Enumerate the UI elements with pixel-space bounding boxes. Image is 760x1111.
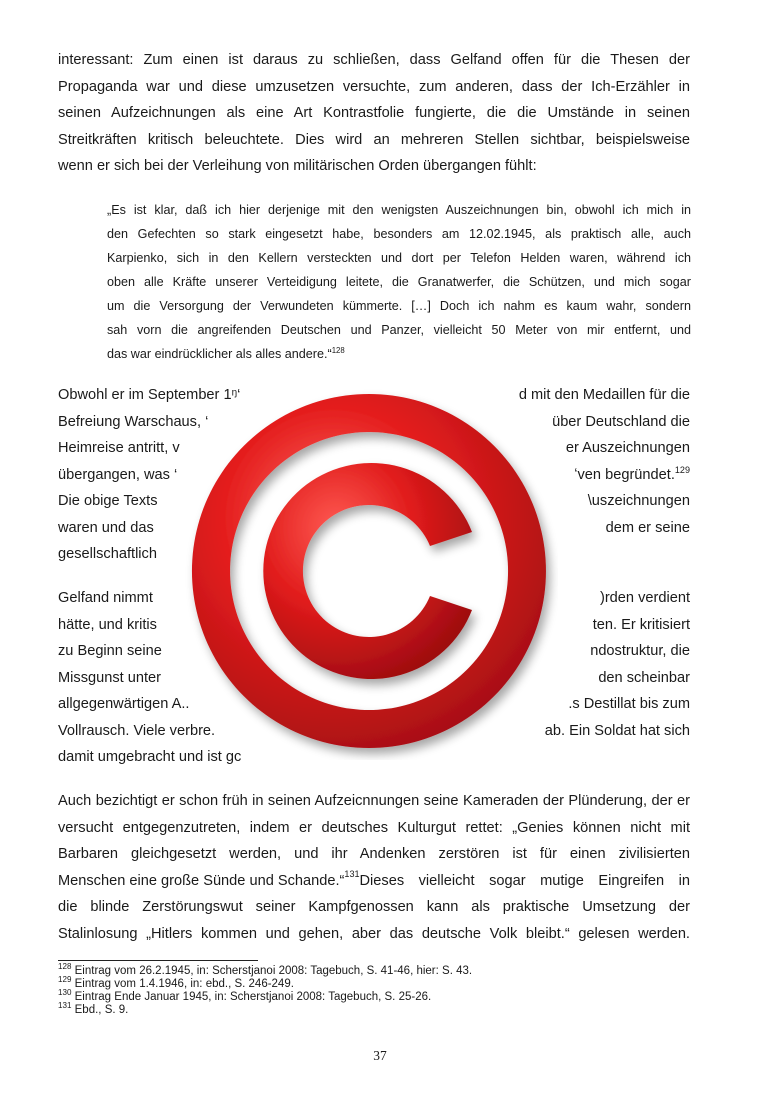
footnote [58, 988, 472, 1004]
block-quote [107, 198, 691, 366]
footnote-number: 130 [58, 988, 72, 998]
footnote-ref: 129 [674, 464, 690, 475]
footnotes [58, 962, 473, 1017]
text-line: die blinde Zerstörungswut seiner Kampfgenossen kann als praktische Umsetzung der [58, 899, 690, 915]
footnote-text: Eintrag vom 26.2.1945, in: Scherstjanoi 2008: Tagebuch, S. 41-46, hier: S. 43. [74, 965, 473, 977]
line-left: zu Beginn seine [58, 643, 162, 659]
line-right: ten. Er kritisiert [592, 616, 690, 633]
line-left: Befreiung Warschaus, ‘ [58, 413, 209, 430]
paragraph-intro [58, 47, 690, 180]
paragraph-closing [58, 788, 690, 947]
footnote-number: 131 [58, 1001, 72, 1011]
line-left: gesellschaftlich [58, 546, 157, 562]
text-line: Auch bezichtigt er schon früh in seinen Aufzeicnnungen seine Kameraden der Plünderung, der er [58, 793, 690, 809]
line-right: )rden verdient [599, 590, 690, 606]
text-line: interessant: Zum einen ist daraus zu schließen, dass Gelfand offen für die Thesen der [58, 52, 690, 68]
quote-line: oben alle Kräfte unserer Verteidigung leitete, die Granatwerfer, die Schützen, und mich sogar [107, 275, 691, 289]
copyright-icon-graphic [180, 382, 558, 760]
line-right: .s Destillat bis zum [568, 696, 690, 712]
footnote [58, 1001, 472, 1017]
line-right: dem er seine [605, 519, 690, 536]
line-right: Dieses vielleicht sogar mutige Eingreifen in [359, 872, 690, 889]
line-left: Obwohl er im September 1ᵑ‘ [58, 387, 241, 403]
text-line: Streitkräften kritisch beleuchtete. Dies wird an mehreren Stellen sichtbar, beispielsweise [58, 131, 690, 148]
line-right: ab. Ein Soldat hat sich [544, 722, 690, 739]
line-left: Vollrausch. Viele verbre. [58, 722, 216, 739]
line-right: ndostruktur, die [590, 643, 690, 659]
quote-line: den Gefechten so stark eingesetzt habe, besonders am 12.02.1945, als praktisch alle, auch [107, 227, 691, 241]
quote-line [107, 342, 691, 366]
line-right: den scheinbar [598, 669, 690, 686]
footnote-number: 128 [58, 962, 72, 972]
text-line: seinen Aufzeichnungen als eine Art Kontrastfolie fungierte, die die Umstände in seinen [58, 105, 690, 121]
line-right-text: ʻven begründet. [574, 466, 675, 483]
line-left: hätte, und kritis [58, 616, 157, 633]
text-line [58, 868, 690, 895]
line-right: er Auszeichnungen [565, 440, 690, 456]
line-left: Missgunst unter [58, 669, 162, 686]
line-right: d mit den Medaillen für die [518, 387, 690, 403]
quote-line: sah vorn die angreifenden Deutschen und Panzer, vielleicht 50 Meter von mir entfernt, und [107, 323, 691, 337]
line-left: allgegenwärtigen A.. [58, 696, 190, 712]
footnote-ref: 128 [331, 345, 345, 355]
text-line: Stalinlosung „Hitlers kommen und gehen, aber das deutsche Volk bleibt.“ gelesen werden. [58, 925, 690, 942]
text-line: wenn er sich bei der Verleihung von militärischen Orden übergangen fühlt: [58, 158, 537, 174]
line-right: über Deutschland die [552, 413, 690, 430]
footnote-divider [58, 960, 258, 961]
line-left: übergangen, was ‘ [58, 466, 178, 483]
quote-end-text: das war eindrücklicher als alles andere.“ [107, 347, 332, 361]
footnote-ref: 131 [344, 868, 360, 879]
footnote-number: 129 [58, 975, 72, 985]
text-line: damit umgebracht und ist gc [58, 749, 242, 765]
footnote-text: Eintrag vom 1.4.1946, in: ebd., S. 246-249. [74, 978, 294, 990]
quote-line: um die Versorgung der Verwundeten kümmerte. […] Doch ich nahm es kaum wahr, sondern [107, 299, 691, 313]
line-right [574, 462, 690, 489]
quote-line: „Es ist klar, daß ich hier derjenige mit den wenigsten Auszeichnungen bin, obwohl ich mich in [107, 203, 691, 217]
line-left: Die obige Texts [58, 493, 158, 509]
footnote [58, 975, 472, 991]
footnote [58, 962, 473, 978]
footnote-text: Eintrag Ende Januar 1945, in: Scherstjanoi 2008: Tagebuch, S. 25-26. [74, 991, 432, 1003]
line-left: Menschen eine große Sünde und Schande.“ [58, 872, 345, 889]
text-line: versucht entgegenzutreten, indem er deutsches Kulturgut rettet: „Genies können nicht mit [58, 819, 690, 836]
footnote-text: Ebd., S. 9. [74, 1004, 129, 1016]
line-left: waren und das [58, 519, 154, 536]
line-right: \uszeichnungen [587, 493, 690, 509]
text-line: Propaganda war und diese umzusetzen versuchte, zum anderen, dass der Ich-Erzähler in [58, 78, 690, 95]
line-left: Gelfand nimmt [58, 590, 153, 606]
page-number: 37 [373, 1048, 387, 1063]
copyright-icon [180, 382, 558, 760]
line-left: Heimreise antritt, v [58, 440, 180, 456]
quote-line: Karpienko, sich in den Kellern versteckten und dort per Telefon Helden waren, während ich [107, 251, 691, 265]
text-line: Barbaren gleichgesetzt werden, und ihr Andenken zerstören ist für einen zivilisierten [58, 846, 690, 862]
